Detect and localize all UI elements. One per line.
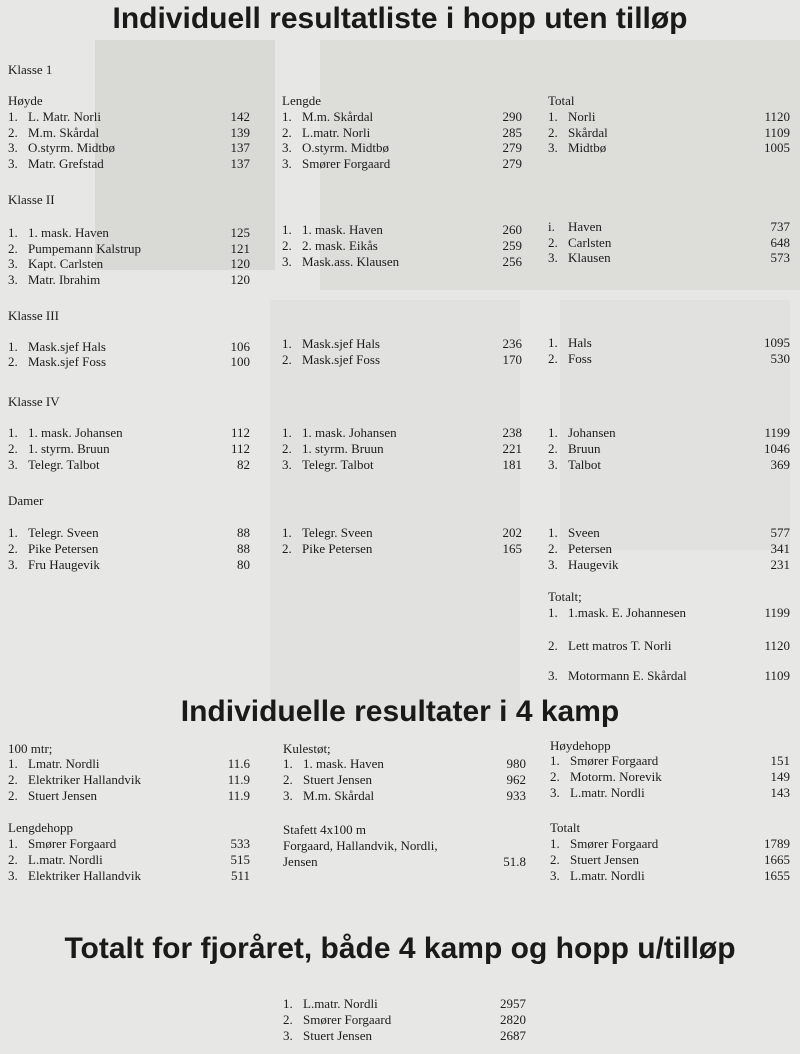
competitor-name: Haven (568, 219, 602, 234)
score: 11.6 (227, 756, 250, 771)
rank: 1. (282, 109, 292, 124)
rank: 1. (548, 525, 558, 540)
score: 2957 (500, 996, 526, 1011)
result-row (548, 250, 790, 266)
rank: 1. (548, 335, 558, 350)
score: 236 (502, 336, 522, 351)
result-row (548, 235, 790, 251)
competitor-name: Telegr. Talbot (302, 457, 374, 472)
score: 260 (502, 222, 522, 237)
score: 737 (770, 219, 790, 234)
competitor-name: 1. mask. Johansen (302, 425, 397, 440)
competitor-name: Fru Haugevik (28, 557, 100, 572)
result-row (548, 541, 790, 557)
score: 231 (770, 557, 790, 572)
rank: 1. (8, 339, 18, 354)
competitor-name: Foss (568, 351, 592, 366)
competitor-name: Smører Forgaard (570, 753, 659, 768)
competitor-name: Mask.sjef Hals (28, 339, 106, 354)
result-row (8, 441, 250, 457)
column-heading: Høyde (8, 93, 43, 108)
result-row (550, 868, 790, 884)
result-row (8, 836, 250, 852)
score: 2687 (500, 1028, 526, 1043)
result-row (550, 852, 790, 868)
score: 88 (237, 525, 250, 540)
competitor-name: O.styrm. Midtbø (28, 140, 116, 155)
rank: 3. (282, 140, 292, 155)
rank: 2. (8, 354, 18, 369)
competitor-name: 1. mask. Haven (302, 222, 383, 237)
rank: 2. (548, 235, 558, 250)
competitor-name: Pumpemann Kalstrup (28, 241, 142, 256)
rank: 2. (283, 772, 293, 787)
competitor-name: L.matr. Nordli (570, 785, 645, 800)
score: 170 (502, 352, 522, 367)
rank: 1. (548, 425, 558, 440)
klasse-label: Damer (8, 493, 44, 508)
stafett-team-line-1: Forgaard, Hallandvik, Nordli, (283, 838, 438, 853)
competitor-name: Lmatr. Nordli (28, 756, 100, 771)
score: 1199 (764, 425, 790, 440)
score: 221 (502, 441, 522, 456)
competitor-name: Sveen (568, 525, 600, 540)
competitor-name: Smører Forgaard (303, 1012, 392, 1027)
result-row (548, 605, 790, 621)
competitor-name: Stuert Jensen (303, 772, 372, 787)
score: 290 (502, 109, 522, 124)
score: 112 (230, 441, 250, 456)
competitor-name: Matr. Ibrahim (28, 272, 101, 287)
rank: 3. (282, 156, 292, 171)
rank: 1. (8, 225, 18, 240)
score: 238 (502, 425, 522, 440)
rank: 2. (548, 541, 558, 556)
result-row (548, 668, 790, 684)
result-row (282, 125, 522, 141)
score: 88 (237, 541, 250, 556)
score: 1665 (764, 852, 790, 867)
score: 100 (230, 354, 250, 369)
competitor-name: Norli (568, 109, 596, 124)
rank: 2. (8, 125, 18, 140)
score: 106 (230, 339, 250, 354)
result-row (8, 241, 250, 257)
score: 577 (770, 525, 790, 540)
score: 202 (502, 525, 522, 540)
competitor-name: M.m. Skårdal (303, 788, 375, 803)
result-row (548, 425, 790, 441)
result-row (282, 222, 522, 238)
rank: 2. (548, 351, 558, 366)
score: 511 (230, 868, 250, 883)
score: 120 (230, 272, 250, 287)
rank: 2. (8, 241, 18, 256)
rank: 1. (283, 756, 293, 771)
result-row (8, 525, 250, 541)
result-row (548, 140, 790, 156)
score: 648 (770, 235, 790, 250)
score: 530 (770, 351, 790, 366)
result-row (282, 352, 522, 368)
rank: 3. (282, 254, 292, 269)
competitor-name: Midtbø (568, 140, 607, 155)
result-row (8, 772, 250, 788)
result-row (548, 125, 790, 141)
rank: 3. (8, 557, 18, 572)
result-row (282, 441, 522, 457)
result-row (283, 1028, 526, 1044)
rank: 1. (8, 836, 18, 851)
rank: 3. (548, 140, 558, 155)
rank: 3. (8, 457, 18, 472)
rank: 1. (282, 525, 292, 540)
score: 1120 (764, 638, 790, 653)
rank: i. (548, 219, 555, 234)
score: 1046 (764, 441, 790, 456)
klasse-label: Klasse III (8, 308, 59, 323)
result-row (282, 140, 522, 156)
competitor-name: Lett matros T. Norli (568, 638, 672, 653)
score: 181 (502, 457, 522, 472)
score: 369 (770, 457, 790, 472)
rank: 3. (548, 557, 558, 572)
totalt-heading: Totalt; (548, 589, 582, 604)
event-heading: Lengdehopp (8, 820, 73, 835)
competitor-name: Matr. Grefstad (28, 156, 104, 171)
rank: 3. (548, 668, 558, 683)
event-heading: Totalt (550, 820, 581, 835)
result-row (8, 140, 250, 156)
competitor-name: Motorm. Norevik (570, 769, 662, 784)
rank: 1. (8, 425, 18, 440)
rank: 1. (550, 753, 560, 768)
score: 112 (230, 425, 250, 440)
competitor-name: Stuert Jensen (570, 852, 639, 867)
rank: 1. (283, 996, 293, 1011)
score: 285 (502, 125, 522, 140)
rank: 1. (8, 756, 18, 771)
competitor-name: Johansen (568, 425, 616, 440)
result-row (8, 541, 250, 557)
result-row (8, 339, 250, 355)
result-row (283, 788, 526, 804)
klasse-label: Klasse II (8, 192, 55, 207)
section-title-fjoraret: Totalt for fjoråret, både 4 kamp og hopp u/tilløp (64, 932, 736, 965)
score: 279 (502, 140, 522, 155)
result-row (8, 557, 250, 573)
competitor-name: M.m. Skårdal (302, 109, 374, 124)
rank: 3. (282, 457, 292, 472)
competitor-name: L.matr. Norli (302, 125, 371, 140)
event-heading: Høydehopp (550, 738, 611, 753)
score: 1789 (764, 836, 790, 851)
competitor-name: Pike Petersen (302, 541, 373, 556)
result-row (548, 335, 790, 351)
rank: 2. (550, 852, 560, 867)
rank: 2. (8, 788, 18, 803)
rank: 3. (550, 868, 560, 883)
result-row (550, 753, 790, 769)
result-row (282, 525, 522, 541)
competitor-name: Hals (568, 335, 592, 350)
result-row (548, 351, 790, 367)
result-row (8, 225, 250, 241)
score: 256 (502, 254, 522, 269)
rank: 1. (548, 605, 558, 620)
result-row (8, 425, 250, 441)
stafett-heading: Stafett 4x100 m (283, 822, 367, 837)
score: 341 (770, 541, 790, 556)
competitor-name: Bruun (568, 441, 601, 456)
competitor-name: 2. mask. Eikås (302, 238, 378, 253)
klasse-label: Klasse IV (8, 394, 60, 409)
result-row (8, 272, 250, 288)
score: 80 (237, 557, 250, 572)
competitor-name: Elektriker Hallandvik (28, 868, 141, 883)
competitor-name: Skårdal (568, 125, 608, 140)
competitor-name: Mask.sjef Foss (28, 354, 107, 369)
result-row (283, 756, 526, 772)
competitor-name: L. Matr. Norli (28, 109, 101, 124)
rank: 2. (550, 769, 560, 784)
competitor-name: 1. styrm. Bruun (302, 441, 384, 456)
result-row (282, 109, 522, 125)
competitor-name: Pike Petersen (28, 541, 99, 556)
score: 11.9 (227, 788, 250, 803)
result-row (550, 769, 790, 785)
result-row (548, 219, 790, 235)
stafett-team-line-2: Jensen (283, 854, 318, 869)
competitor-name: Carlsten (568, 235, 612, 250)
rank: 1. (282, 336, 292, 351)
score: 139 (230, 125, 250, 140)
rank: 2. (8, 441, 18, 456)
score: 142 (230, 109, 250, 124)
competitor-name: Klausen (568, 250, 611, 265)
result-row (548, 638, 790, 654)
rank: 1. (550, 836, 560, 851)
klasse-label: Klasse 1 (8, 62, 53, 77)
score: 137 (230, 140, 250, 155)
result-row (8, 852, 250, 868)
competitor-name: 1. mask. Haven (28, 225, 109, 240)
competitor-name: Telegr. Sveen (28, 525, 99, 540)
rank: 3. (548, 250, 558, 265)
competitor-name: L.matr. Nordli (28, 852, 103, 867)
rank: 1. (548, 109, 558, 124)
rank: 2. (548, 441, 558, 456)
result-row (548, 457, 790, 473)
competitor-name: Haugevik (568, 557, 619, 572)
score: 1109 (764, 668, 790, 683)
score: 125 (230, 225, 250, 240)
rank: 1. (282, 425, 292, 440)
score: 149 (770, 769, 790, 784)
competitor-name: Petersen (568, 541, 613, 556)
section-title-4-kamp: Individuelle resultater i 4 kamp (180, 695, 620, 728)
rank: 2. (548, 125, 558, 140)
competitor-name: Stuert Jensen (303, 1028, 372, 1043)
event-heading: 100 mtr; (8, 741, 53, 756)
competitor-name: 1. styrm. Bruun (28, 441, 110, 456)
score: 279 (502, 156, 522, 171)
competitor-name: 1. mask. Haven (303, 756, 384, 771)
rank: 2. (282, 125, 292, 140)
result-row (283, 772, 526, 788)
score: 980 (506, 756, 526, 771)
rank: 3. (283, 788, 293, 803)
rank: 2. (282, 352, 292, 367)
score: 121 (230, 241, 250, 256)
result-row (282, 254, 522, 270)
competitor-name: M.m. Skårdal (28, 125, 100, 140)
score: 2820 (500, 1012, 526, 1027)
competitor-name: 1. mask. Johansen (28, 425, 123, 440)
rank: 3. (8, 140, 18, 155)
rank: 2. (283, 1012, 293, 1027)
competitor-name: Mask.sjef Foss (302, 352, 381, 367)
result-row (282, 156, 522, 172)
column-heading: Total (548, 93, 575, 108)
result-row (8, 868, 250, 884)
rank: 2. (8, 772, 18, 787)
score: 11.9 (227, 772, 250, 787)
score: 1199 (764, 605, 790, 620)
score: 1655 (764, 868, 790, 883)
competitor-name: L.matr. Nordli (303, 996, 378, 1011)
result-row (8, 109, 250, 125)
rank: 2. (282, 441, 292, 456)
result-row (282, 238, 522, 254)
event-heading: Kulestøt; (283, 741, 331, 756)
result-row (282, 336, 522, 352)
rank: 1. (8, 525, 18, 540)
score: 143 (770, 785, 790, 800)
result-row (8, 457, 250, 473)
competitor-name: L.matr. Nordli (570, 868, 645, 883)
competitor-name: 1.mask. E. Johannesen (568, 605, 687, 620)
result-row (283, 996, 526, 1012)
column-heading: Lengde (282, 93, 321, 108)
rank: 3. (8, 868, 18, 883)
result-row (548, 557, 790, 573)
score: 1095 (764, 335, 790, 350)
competitor-name: Elektriker Hallandvik (28, 772, 141, 787)
result-row (550, 785, 790, 801)
competitor-name: O.styrm. Midtbø (302, 140, 390, 155)
competitor-name: Smører Forgaard (302, 156, 391, 171)
competitor-name: Mask.ass. Klausen (302, 254, 400, 269)
competitor-name: Mask.sjef Hals (302, 336, 380, 351)
score: 151 (770, 753, 790, 768)
result-row (548, 525, 790, 541)
score: 259 (502, 238, 522, 253)
result-row (8, 156, 250, 172)
score: 515 (230, 852, 250, 867)
score: 533 (230, 836, 250, 851)
score: 165 (502, 541, 522, 556)
rank: 2. (282, 541, 292, 556)
rank: 3. (548, 457, 558, 472)
result-row (8, 756, 250, 772)
result-row (8, 256, 250, 272)
score: 1120 (764, 109, 790, 124)
result-row (550, 836, 790, 852)
score: 120 (230, 256, 250, 271)
result-row (8, 125, 250, 141)
competitor-name: Telegr. Talbot (28, 457, 100, 472)
competitor-name: Smører Forgaard (570, 836, 659, 851)
result-row (8, 354, 250, 370)
stafett-time: 51.8 (503, 854, 526, 869)
competitor-name: Stuert Jensen (28, 788, 97, 803)
rank: 3. (8, 272, 18, 287)
rank: 3. (8, 256, 18, 271)
score: 1109 (764, 125, 790, 140)
result-row (282, 425, 522, 441)
rank: 3. (550, 785, 560, 800)
score: 137 (230, 156, 250, 171)
score: 962 (506, 772, 526, 787)
competitor-name: Smører Forgaard (28, 836, 117, 851)
competitor-name: Talbot (568, 457, 602, 472)
result-row (548, 441, 790, 457)
page-title: Individuell resultatliste i hopp uten tilløp (112, 2, 688, 35)
rank: 2. (548, 638, 558, 653)
result-row (8, 788, 250, 804)
competitor-name: Kapt. Carlsten (28, 256, 104, 271)
competitor-name: Motormann E. Skårdal (568, 668, 687, 683)
rank: 3. (8, 156, 18, 171)
result-row (548, 109, 790, 125)
score: 82 (237, 457, 250, 472)
score: 933 (506, 788, 526, 803)
stafett-block (283, 822, 526, 870)
score: 1005 (764, 140, 790, 155)
result-row (283, 1012, 526, 1028)
rank: 2. (8, 541, 18, 556)
score: 573 (770, 250, 790, 265)
rank: 3. (283, 1028, 293, 1043)
competitor-name: Telegr. Sveen (302, 525, 373, 540)
rank: 2. (8, 852, 18, 867)
rank: 1. (8, 109, 18, 124)
result-row (282, 541, 522, 557)
rank: 2. (282, 238, 292, 253)
result-row (282, 457, 522, 473)
rank: 1. (282, 222, 292, 237)
